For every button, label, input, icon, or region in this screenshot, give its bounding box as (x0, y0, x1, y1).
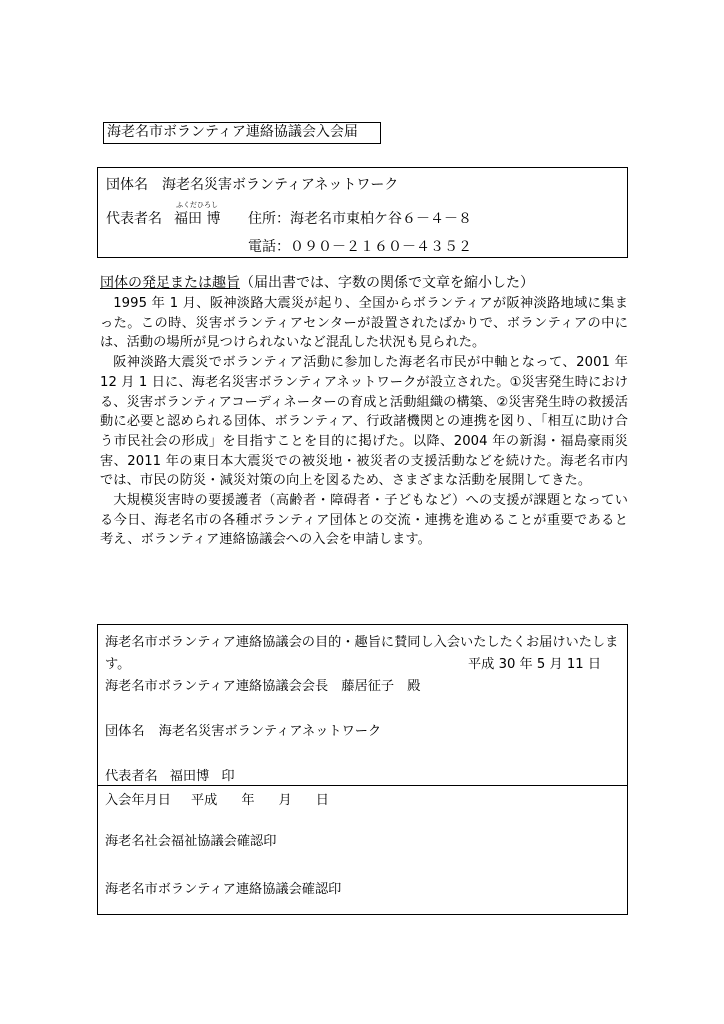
application-statement-line2: す。 (105, 657, 131, 672)
application-group-row (105, 720, 381, 739)
application-group-name: 海老名災害ボランティアネットワーク (158, 724, 382, 739)
application-rep-label: 代表者名 (105, 769, 158, 784)
org-group-label: 団体名 (106, 177, 148, 193)
volunteer-confirm-seal: 海老名市ボランティア連絡協議会確認印 (105, 882, 342, 897)
application-addressee: 海老名市ボランティア連絡協議会会長 藤居征子 殿 (105, 679, 421, 694)
application-statement-line1: 海老名市ボランティア連絡協議会の目的・趣旨に賛同し入会いたしたくお届けいたしま (105, 635, 619, 650)
purpose-paragraph-2: 阪神淡路大震災でボランティア活動に参加した海老名市民が中軸となって、2001 年 12 月 1 日に、海老名災害ボランティアネットワークが設立された。①災害発生時における、災害ボランティアコーディネーターの育成と活動組織の構築、②災害発生時の救援活動に必要と認められる団体、ボランティア、行政諸機関との連携を図り、「相互に助け合う市民社会の形成」を目指すことを目的に掲げた。以降、2004 年の新潟・福島豪雨災害、2011 年の東日本大震災での被災地・被災者の支援活動などを続けた。海老名市内では、市民の防災・減災対策の向上を図るため、さまざまな活動を展開してきた。 (100, 355, 628, 489)
form-title: 海老名市ボランティア連絡協議会入会届 (103, 122, 381, 144)
purpose-section (100, 272, 628, 550)
org-phone-row (248, 236, 472, 256)
purpose-paragraph-3: 大規模災害時の要援護者（高齢者・障碍者・子どもなど）への支援が課題となっている今日、海老名市の各種ボランティア団体との交流・連携を進めることが重要であると考え、ボランティア連絡協議会への入会を申請します。 (100, 493, 628, 548)
purpose-paragraph-1: 1995 年 1 月、阪神淡路大震災が起り、全国からボランティアが阪神淡路地域に集まった。この時、災害ボランティアセンターが設置されたばかりで、ボランティアの中には、活動の場所が見つけられないなど混乱した状況も見られた。 (100, 296, 628, 351)
org-phone-label: 電話： (248, 239, 290, 255)
office-use-divider (98, 785, 627, 786)
purpose-heading-note: （届出書では、字数の関係で文章を縮小した） (240, 275, 534, 291)
org-address-label: 住所： (248, 211, 290, 227)
org-group-row (106, 174, 398, 194)
org-rep-row (106, 208, 220, 228)
join-date-era: 平成 (190, 793, 218, 808)
org-address: 海老名市東柏ケ谷６－４－８ (290, 211, 472, 227)
join-date-row (105, 789, 329, 808)
org-group-name: 海老名災害ボランティアネットワーク (162, 177, 399, 193)
org-rep-label: 代表者名 (106, 211, 162, 227)
application-box (97, 624, 628, 915)
purpose-heading-title: 団体の発足または趣旨 (100, 275, 240, 291)
org-address-row (248, 208, 472, 228)
council-confirm-seal: 海老名社会福祉協議会確認印 (105, 834, 277, 849)
org-phone: ０９０－２１６０－４３５２ (290, 239, 472, 255)
rep-name-ruby: ふくだひろし (176, 201, 218, 209)
join-date-year-unit: 年 (241, 793, 255, 808)
purpose-heading (100, 272, 628, 294)
application-date: 平成 30 年 5 月 11 日 (468, 657, 602, 672)
org-rep-name: 福田 博 (174, 211, 221, 227)
application-seal: 印 (221, 769, 235, 784)
join-date-label: 入会年月日 (105, 793, 171, 808)
application-rep-row (105, 765, 235, 784)
join-date-month-unit: 月 (278, 793, 292, 808)
org-info-box (97, 167, 628, 258)
application-rep-name: 福田博 (169, 769, 210, 784)
application-group-label: 団体名 (105, 724, 145, 739)
join-date-day-unit: 日 (315, 793, 329, 808)
